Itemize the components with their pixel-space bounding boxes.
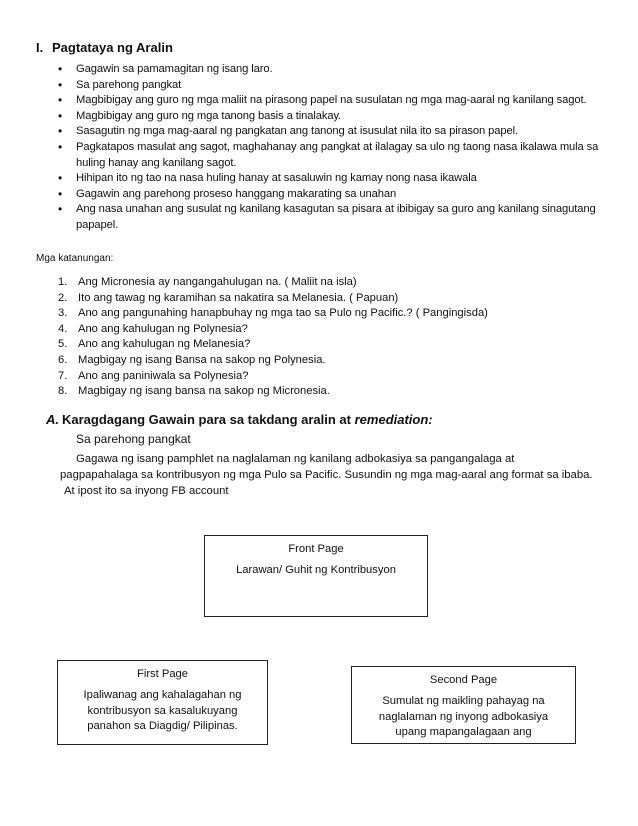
question-item bbox=[58, 322, 598, 338]
question-text: Ano ang pangunahing hanapbuhay ng mga tao sa Pulo ng Pacific.? ( Pangingisda) bbox=[78, 307, 488, 320]
activity-steps-list bbox=[58, 62, 608, 234]
first-page-box bbox=[57, 660, 268, 745]
questions-list bbox=[58, 275, 598, 400]
question-item bbox=[58, 369, 598, 385]
questions-label: Mga katanungan: bbox=[36, 253, 114, 264]
instruction-line: Gagawa ng isang pamphlet na naglalaman ng kanilang adbokasiya sa pangangalaga at bbox=[76, 453, 515, 465]
question-text: Magbigay ng isang Bansa na sakop ng Polynesia. bbox=[78, 353, 326, 366]
section-a-subtitle: Sa parehong pangkat bbox=[76, 432, 191, 446]
list-item: • Hihipan ito ng tao na nasa huling hanay at sasaluwin ng kamay nong nasa ikawala bbox=[58, 171, 608, 187]
question-item bbox=[58, 306, 598, 322]
second-page-box bbox=[351, 666, 576, 744]
question-item bbox=[58, 275, 598, 291]
list-item: • Sa parehong pangkat bbox=[58, 78, 608, 94]
list-item: • Ang nasa unahan ang susulat ng kanilang kasagutan sa pisara at ibibigay sa guro ang kanilang sinagutang papapel. bbox=[58, 202, 608, 233]
first-page-description: Ipaliwanag ang kahalagahan ng kontribusyon sa kasalukuyang panahon sa Diagdig/ Pilipinas. bbox=[83, 689, 242, 732]
question-text: Ang Micronesia ay nangangahulugan na. ( Maliit na isla) bbox=[78, 276, 357, 288]
front-page-description: Larawan/ Guhit ng Kontribusyon bbox=[236, 564, 396, 576]
second-page-description: Sumulat ng maikling pahayag na naglalaman ng inyong adbokasiya upang mapangalagaan ang bbox=[378, 695, 549, 738]
list-item: • Gagawin sa pamamagitan ng isang laro. bbox=[58, 62, 608, 78]
question-text: Ano ang kahulugan ng Polynesia? bbox=[78, 322, 248, 335]
instruction-line: At ipost ito sa inyong FB account bbox=[64, 485, 229, 497]
question-item bbox=[58, 337, 598, 353]
instruction-line: pagpapahalaga sa kontribusyon ng mga Pulo sa Pacific. Susundin ng mga mag-aaral ang format sa ibaba. bbox=[60, 469, 593, 481]
section-a-heading bbox=[46, 412, 433, 427]
list-item: • Gagawin ang parehong proseso hanggang makarating sa unahan bbox=[58, 187, 608, 203]
section-a-instructions bbox=[60, 451, 604, 499]
section-a-title: Karagdagang Gawain para sa takdang aralin at bbox=[62, 412, 355, 427]
question-number: 8. bbox=[58, 385, 68, 398]
question-text: Magbigay ng isang bansa na sakop ng Micronesia. bbox=[78, 385, 330, 398]
question-number: 7. bbox=[58, 369, 68, 382]
section-a-letter: A. bbox=[46, 412, 59, 427]
question-number: 4. bbox=[58, 322, 68, 335]
question-number: 6. bbox=[58, 353, 68, 366]
question-number: 5. bbox=[58, 338, 68, 351]
question-text: Ito ang tawag ng karamihan sa nakatira sa Melanesia. ( Papuan) bbox=[78, 291, 399, 304]
question-text: Ano ang kahulugan ng Melanesia? bbox=[78, 338, 251, 351]
list-item: • Magbibigay ang guro ng mga maliit na pirasong papel na susulatan ng mga mag-aaral ng kanilang sagot. bbox=[58, 93, 608, 109]
front-page-title: Front Page bbox=[288, 543, 344, 555]
first-page-title: First Page bbox=[137, 668, 188, 680]
second-page-title: Second Page bbox=[429, 674, 498, 686]
question-item bbox=[58, 353, 598, 369]
question-number: 1. bbox=[58, 276, 68, 288]
question-text: Ano ang paniniwala sa Polynesia? bbox=[78, 369, 249, 382]
question-number: 2. bbox=[58, 291, 68, 304]
list-item: • Pagkatapos masulat ang sagot, maghahanay ang pangkat at ilalagay sa ulo ng taong nasa ikalawa mula sa huling hanay ang kanilang sagot. bbox=[58, 140, 608, 171]
section-number: I. bbox=[36, 40, 44, 55]
list-item: • Sasagutin ng mga mag-aaral ng pangkatan ang tanong at isusulat nila ito sa pirason papel. bbox=[58, 124, 608, 140]
list-item: • Magbibigay ang guro ng mga tanong basis a tinalakay. bbox=[58, 109, 608, 125]
question-item bbox=[58, 384, 598, 400]
section-heading bbox=[36, 40, 173, 55]
question-item bbox=[58, 291, 598, 307]
section-a-title-emphasis: remediation: bbox=[354, 412, 433, 427]
question-number: 3. bbox=[58, 307, 68, 320]
front-page-box bbox=[204, 535, 428, 617]
section-title: Pagtataya ng Aralin bbox=[52, 40, 173, 55]
